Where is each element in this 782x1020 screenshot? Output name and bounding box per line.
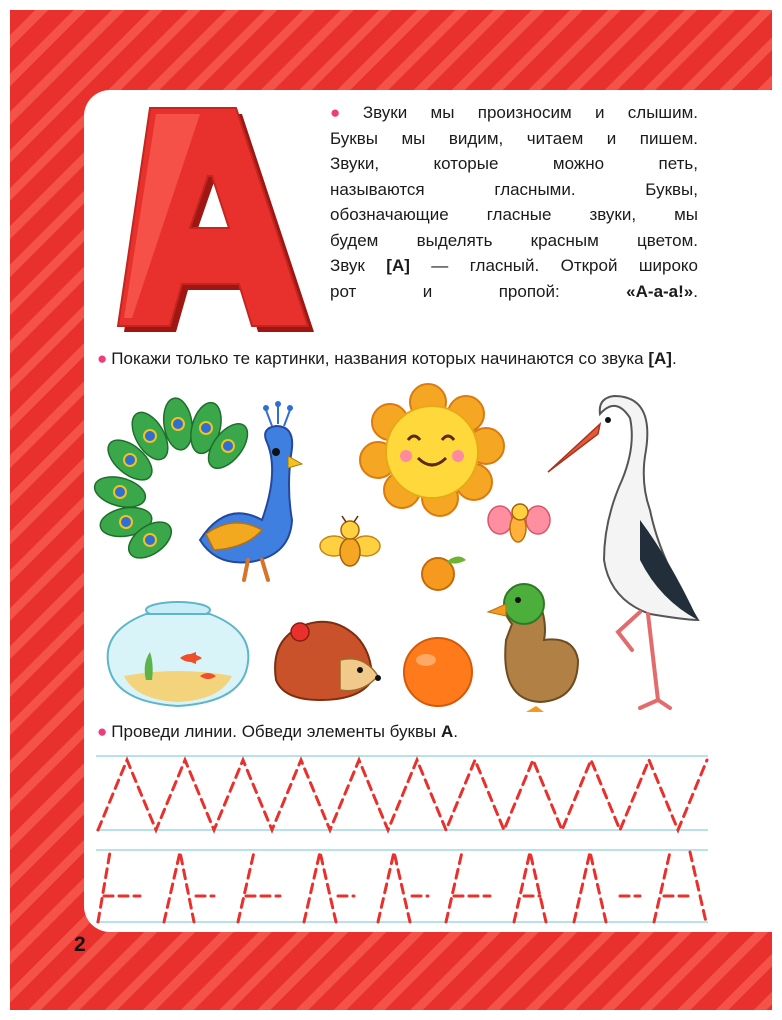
bullet-dot: ●: [97, 349, 108, 368]
intro-line-6: будем выделять красным цветом.: [330, 230, 698, 250]
task-tracing-text: Проведи линии. Обведи элементы буквы: [111, 722, 437, 741]
trace-letter-elements-row[interactable]: [98, 852, 706, 922]
intro-line-8-end: .: [693, 281, 698, 301]
intro-line-4: называются гласными. Буквы,: [330, 179, 698, 199]
intro-line-7-start: Звук: [330, 256, 365, 275]
bullet-dot: ●: [97, 722, 108, 741]
sound-a: [А]: [386, 256, 410, 275]
task-pictures-end: .: [671, 349, 677, 368]
intro-line-7-end: — гласный. Открой широко: [431, 256, 698, 275]
intro-line-3: Звуки, которые можно петь,: [330, 154, 698, 173]
task-pictures-sound: [А]: [648, 349, 672, 368]
task-pictures-text: Покажи только те картинки, названия которых начинаются со звука: [111, 349, 644, 368]
intro-line-8-start: рот и пропой:: [330, 281, 560, 301]
bullet-dot: ●: [330, 103, 359, 122]
trace-zigzag-row[interactable]: [98, 760, 707, 830]
intro-line-5: обозначающие гласные звуки, мы: [330, 205, 698, 224]
page-number: 2: [74, 933, 86, 956]
task-tracing-end: .: [453, 722, 458, 741]
task-tracing-letter: А: [440, 722, 454, 741]
intro-line-2: Буквы мы видим, читаем и пишем.: [330, 128, 698, 148]
sing-text: «А-а-а!»: [626, 281, 694, 301]
guide-lines: [96, 756, 708, 922]
intro-line-1: Звуки мы произносим и слышим.: [362, 103, 698, 122]
